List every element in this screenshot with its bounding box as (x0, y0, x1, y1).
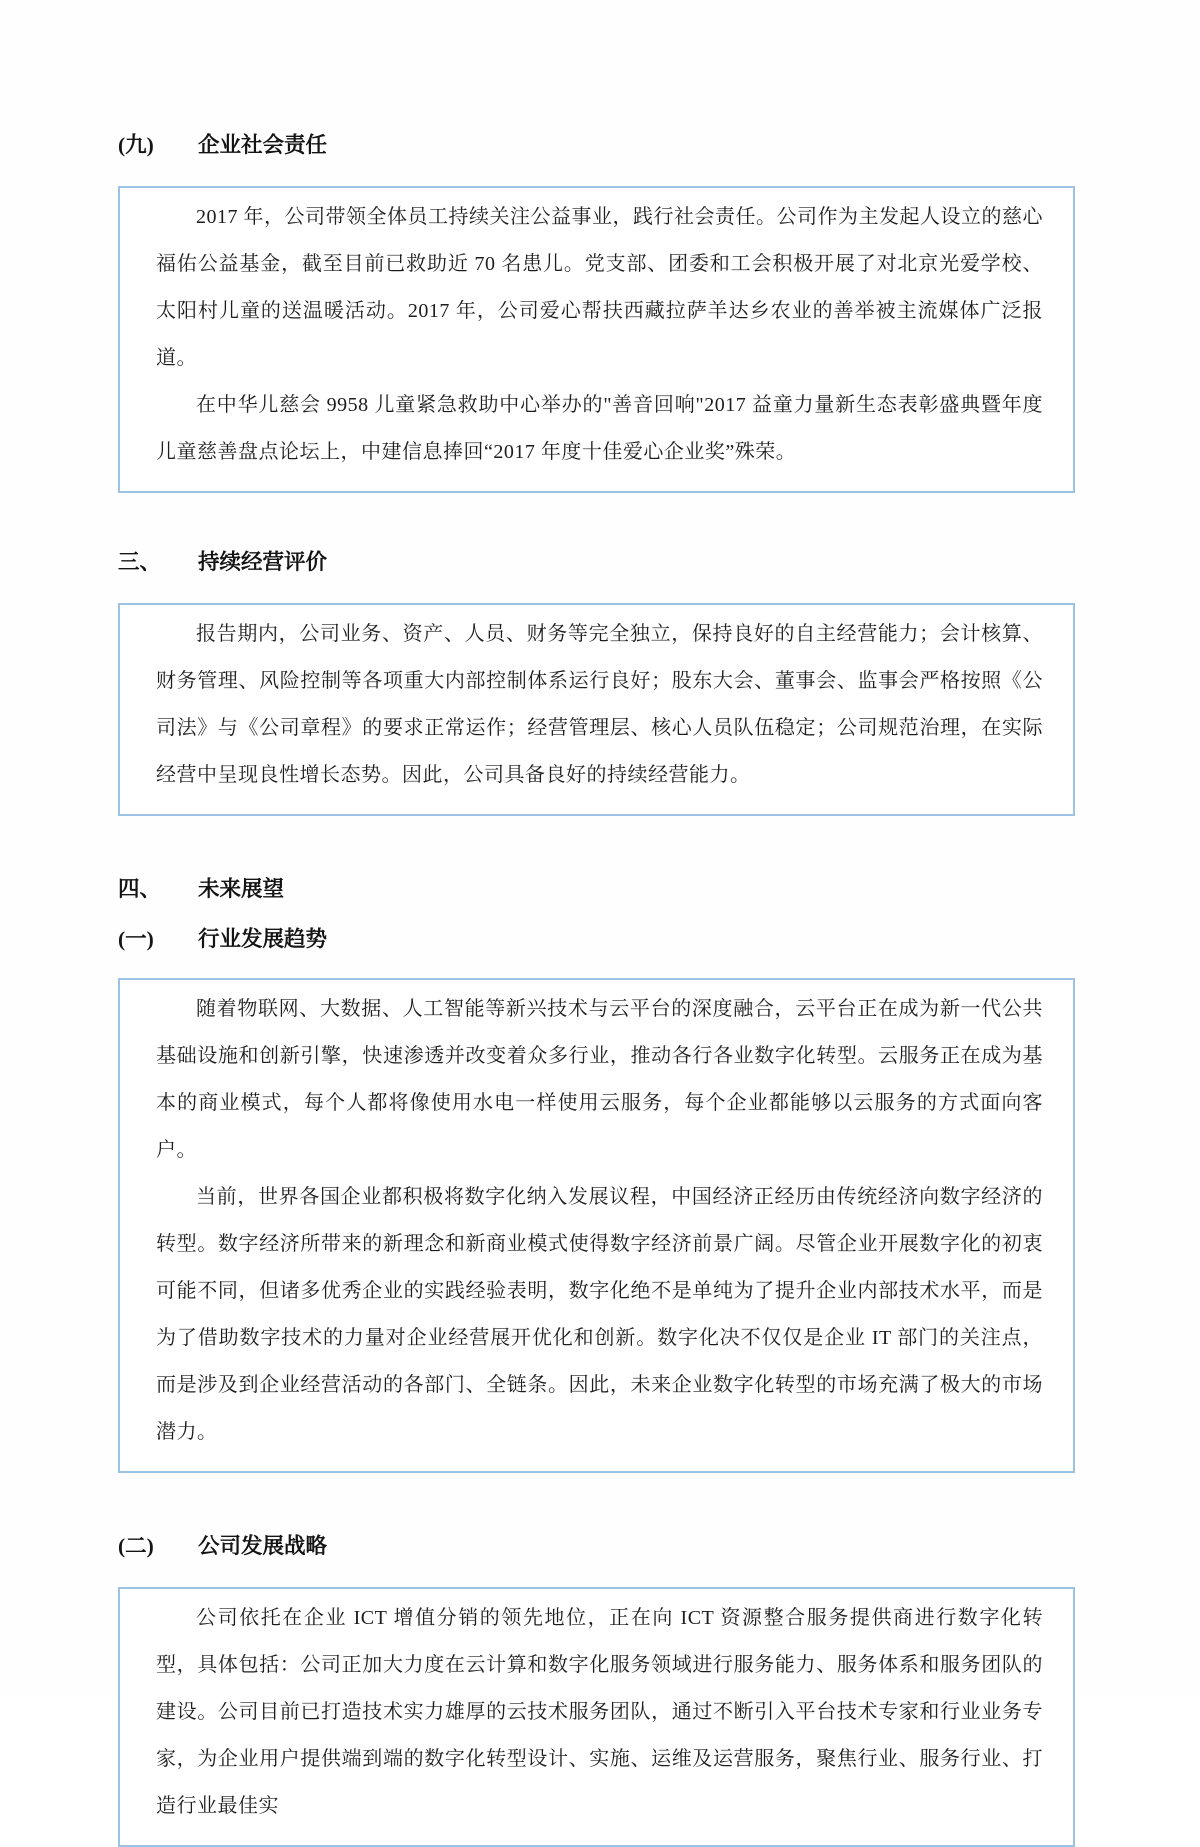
heading-title: 公司发展战略 (198, 1533, 328, 1558)
section-heading-corporate-social-responsibility (118, 132, 1075, 160)
paragraph: 当前，世界各国企业都积极将数字化纳入发展议程，中国经济正经历由传统经济向数字经济的转型。数字经济所带来的新理念和新商业模式使得数字经济前景广阔。尽管企业开展数字化的初衷可能不同，但诸多优秀企业的实践经验表明，数字化绝不是单纯为了提升企业内部技术水平，而是为了借助数字技术的力量对企业经营展开优化和创新。数字化决不仅仅是企业 IT 部门的关注点，而是涉及到企业经营活动的各部门、全链条。因此，未来企业数字化转型的市场充满了极大的市场潜力。 (156, 1185, 1043, 1443)
section-heading-industry-trends (118, 926, 1075, 954)
heading-title: 行业发展趋势 (198, 926, 328, 951)
heading-title: 持续经营评价 (198, 549, 328, 574)
industry-trends-text-box (118, 978, 1075, 1473)
heading-number: (二) (118, 1533, 154, 1558)
section-heading-going-concern-evaluation (118, 549, 1075, 577)
paragraph: 公司依托在企业 ICT 增值分销的领先地位，正在向 ICT 资源整合服务提供商进行数字化转型，具体包括：公司正加大力度在云计算和数字化服务领域进行服务能力、服务体系和服务团队的建设。公司目前已打造技术实力雄厚的云技术服务团队，通过不断引入平台技术专家和行业业务专家，为企业用户提供端到端的数字化转型设计、实施、运维及运营服务，聚焦行业、服务行业、打造行业最佳实 (156, 1606, 1043, 1817)
heading-number: 四、 (118, 876, 162, 901)
paragraph: 随着物联网、大数据、人工智能等新兴技术与云平台的深度融合，云平台正在成为新一代公共基础设施和创新引擎，快速渗透并改变着众多行业，推动各行各业数字化转型。云服务正在成为基本的商业模式，每个人都将像使用水电一样使用云服务，每个企业都能够以云服务的方式面向客户。 (156, 997, 1043, 1161)
paragraph: 在中华儿慈会 9958 儿童紧急救助中心举办的"善音回响"2017 益童力量新生态表彰盛典暨年度儿童慈善盘点论坛上，中建信息捧回“2017 年度十佳爱心企业奖”殊荣。 (156, 393, 1043, 463)
heading-title: 未来展望 (198, 876, 285, 901)
heading-title: 企业社会责任 (198, 133, 328, 157)
heading-number: 三、 (118, 549, 162, 574)
company-strategy-text-box (118, 1587, 1075, 1847)
section-heading-company-strategy (118, 1533, 1075, 1561)
section-heading-future-outlook (118, 876, 1075, 904)
going-concern-text-box (118, 603, 1075, 816)
csr-text-box (118, 186, 1075, 493)
paragraph: 2017 年，公司带领全体员工持续关注公益事业，践行社会责任。公司作为主发起人设立的慈心福佑公益基金，截至目前已救助近 70 名患儿。党支部、团委和工会积极开展了对北京光爱学校、太阳村儿童的送温暖活动。2017 年，公司爱心帮扶西藏拉萨羊达乡农业的善举被主流媒体广泛报道。 (156, 205, 1043, 369)
heading-number: (九) (118, 133, 154, 157)
paragraph: 报告期内，公司业务、资产、人员、财务等完全独立，保持良好的自主经营能力；会计核算、财务管理、风险控制等各项重大内部控制体系运行良好；股东大会、董事会、监事会严格按照《公司法》与《公司章程》的要求正常运作；经营管理层、核心人员队伍稳定；公司规范治理，在实际经营中呈现良性增长态势。因此，公司具备良好的持续经营能力。 (156, 622, 1043, 786)
heading-number: (一) (118, 926, 154, 951)
